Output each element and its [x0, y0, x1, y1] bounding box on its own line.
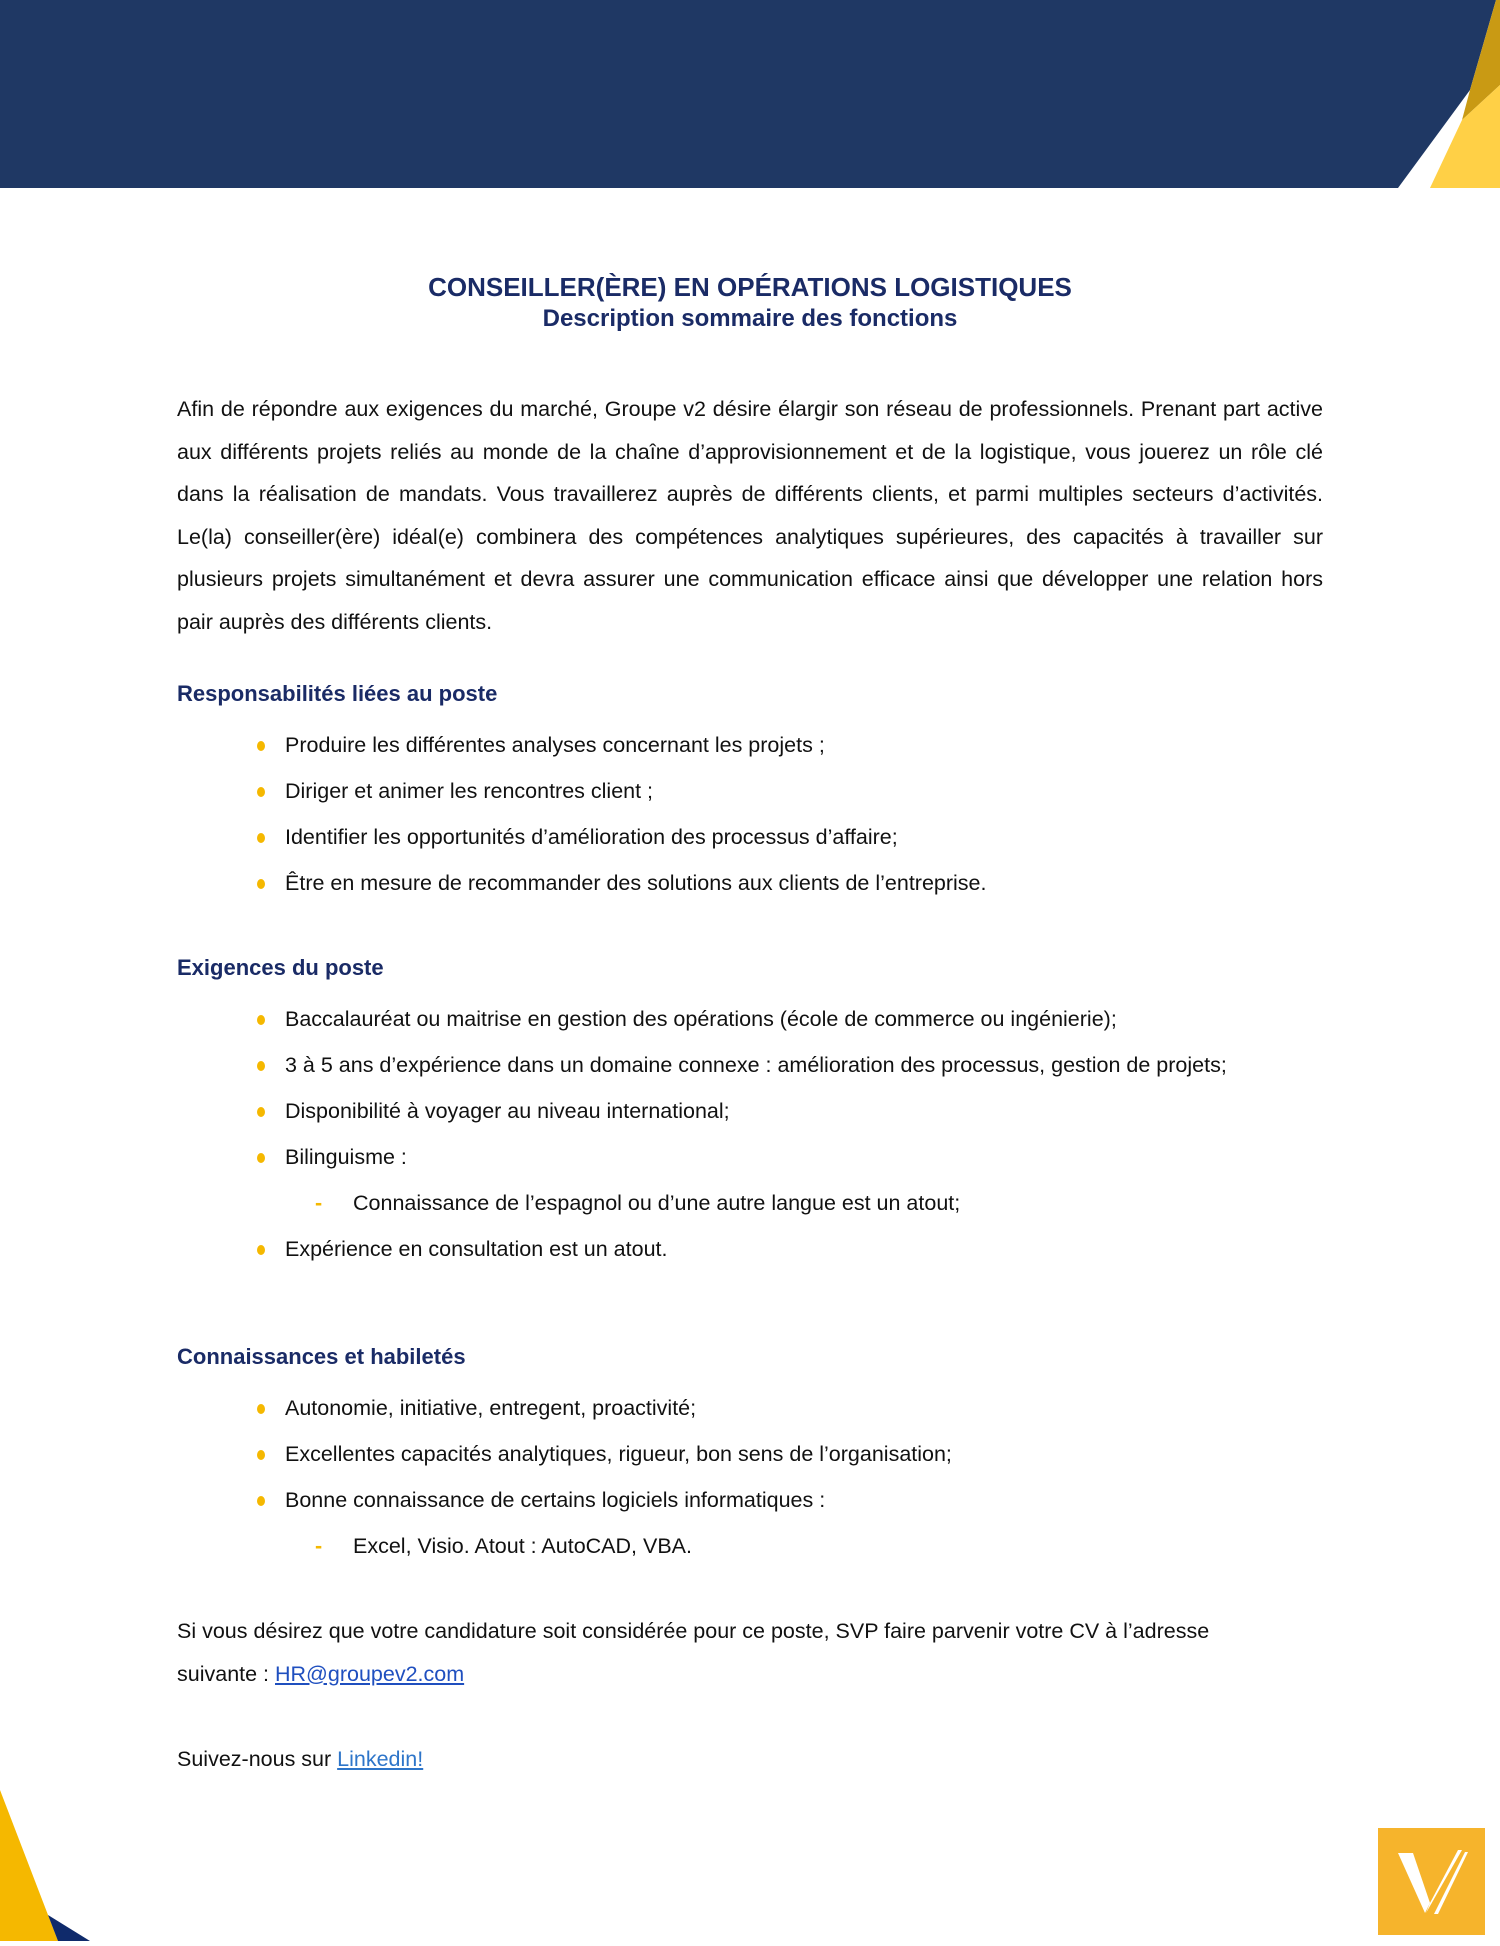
list-item: Excellentes capacités analytiques, rigueur, bon sens de l’organisation; [177, 1433, 1323, 1475]
exigences-list [177, 998, 1323, 1274]
bullet-icon [257, 1015, 265, 1025]
intro-paragraph: Afin de répondre aux exigences du marché, Groupe v2 désire élargir son réseau de professionnels. Prenant part active aux différents projets reliés au monde de la chaîne d’approvisionnement et de la logistique, vous jouerez un rôle clé dans la réalisation de mandats. Vous travaillerez auprès de différents clients, et parmi multiples secteurs d’activités. Le(la) conseiller(ère) idéal(e) combinera des compétences analytiques supérieures, des capacités à travailler sur plusieurs projets simultanément et devra assurer une communication efficace ainsi que développer une relation hors pair auprès des différents clients. [177, 397, 1323, 634]
bullet-icon [257, 879, 265, 889]
bullet-icon [257, 1245, 265, 1255]
list-item: Expérience en consultation est un atout. [177, 1228, 1323, 1270]
dash-icon: - [315, 1534, 323, 1558]
bullet-icon [257, 741, 265, 751]
v-logo-icon [1378, 1828, 1485, 1935]
bullet-icon [257, 1496, 265, 1506]
sub-list-item: - Connaissance de l’espagnol ou d’une autre langue est un atout; [177, 1182, 1323, 1224]
company-logo [1378, 1828, 1485, 1935]
dash-icon: - [315, 1191, 323, 1215]
bullet-icon [257, 833, 265, 843]
apply-paragraph: Si vous désirez que votre candidature soit considérée pour ce poste, SVP faire parvenir votre CV à l’adresse suivante : HR@groupev2.com [177, 1619, 1210, 1686]
section-heading-connaissances: Connaissances et habiletés [177, 1344, 466, 1369]
bullet-icon [257, 787, 265, 797]
list-item: Diriger et animer les rencontres client ; [177, 770, 1323, 812]
list-item: 3 à 5 ans d’expérience dans un domaine connexe : amélioration des processus, gestion de projets; [177, 1044, 1323, 1086]
bullet-icon [257, 1107, 265, 1117]
page-title: CONSEILLER(ÈRE) EN OPÉRATIONS LOGISTIQUES [428, 272, 1072, 302]
responsabilites-list [177, 724, 1323, 908]
bullet-icon [257, 1153, 265, 1163]
footer-triangle-icon [0, 1790, 90, 1941]
footer-decoration [0, 1790, 90, 1941]
header-decoration-icon [0, 0, 1500, 190]
bullet-icon [257, 1061, 265, 1071]
sub-list-item: - Excel, Visio. Atout : AutoCAD, VBA. [177, 1525, 1323, 1567]
list-item: Être en mesure de recommander des solutions aux clients de l’entreprise. [177, 862, 1323, 904]
list-item: Baccalauréat ou maitrise en gestion des opérations (école de commerce ou ingénierie); [177, 998, 1323, 1040]
connaissances-list [177, 1387, 1323, 1571]
list-item: Bilinguisme : [177, 1136, 1323, 1178]
list-item: Produire les différentes analyses concernant les projets ; [177, 724, 1323, 766]
section-heading-exigences: Exigences du poste [177, 955, 384, 980]
list-item: Identifier les opportunités d’amélioration des processus d’affaire; [177, 816, 1323, 858]
follow-paragraph: Suivez-nous sur Linkedin! [177, 1747, 424, 1771]
list-item: Autonomie, initiative, entregent, proactivité; [177, 1387, 1323, 1429]
bullet-icon [257, 1404, 265, 1414]
email-link[interactable]: HR@groupev2.com [275, 1661, 465, 1686]
bullet-icon [257, 1450, 265, 1460]
list-item: Disponibilité à voyager au niveau international; [177, 1090, 1323, 1132]
header-banner [0, 0, 1500, 190]
section-heading-responsabilites: Responsabilités liées au poste [177, 681, 498, 706]
list-item: Bonne connaissance de certains logiciels informatiques : [177, 1479, 1323, 1521]
page-subtitle: Description sommaire des fonctions [542, 305, 958, 332]
linkedin-link[interactable]: Linkedin! [337, 1747, 424, 1771]
document-body [177, 270, 1323, 1771]
